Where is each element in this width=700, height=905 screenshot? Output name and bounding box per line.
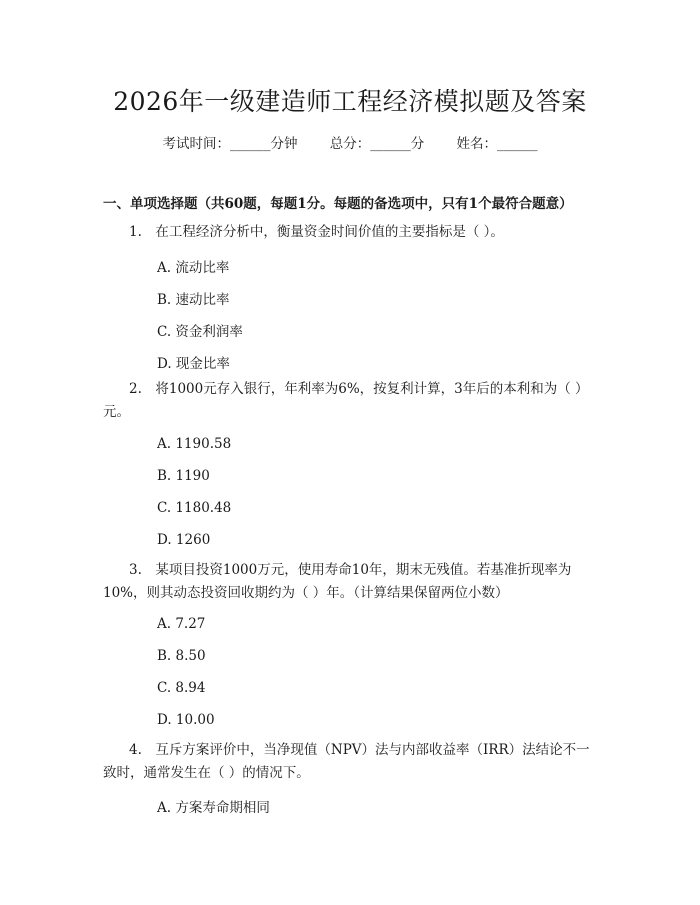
document-title: 2026年一级建造师工程经济模拟题及答案	[113, 87, 587, 116]
question-3-option-a: A. 7.27	[157, 616, 206, 632]
question-4-stem: 4. 互斥方案评价中，当净现值（NPV）法与内部收益率（IRR）法结论不一致时，通常发生在（ ）的情况下。	[103, 742, 590, 781]
question-3-option-d: D. 10.00	[157, 712, 215, 728]
question-1-option-c: C. 资金利润率	[157, 324, 243, 340]
question-3-option-b: B. 8.50	[157, 648, 206, 664]
question-3-option-c: C. 8.94	[157, 680, 206, 696]
question-1-option-b: B. 速动比率	[157, 292, 230, 308]
question-1-option-a: A. 流动比率	[157, 260, 230, 276]
exam-meta	[0, 132, 700, 152]
question-2-option-a: A. 1190.58	[157, 436, 232, 452]
exam-time-field: 考试时间：______分钟	[162, 136, 298, 152]
student-name-field: 姓名：______	[456, 136, 538, 152]
question-1-stem: 1. 在工程经济分析中，衡量资金时间价值的主要指标是（ ）。	[129, 224, 504, 240]
question-2-option-b: B. 1190	[157, 468, 210, 484]
question-2-stem: 2. 将1000元存入银行，年利率为6%，按复利计算，3年后的本利和为（ ）元。	[103, 381, 589, 420]
question-2-option-c: C. 1180.48	[157, 500, 232, 516]
total-score-field: 总分：______分	[329, 136, 425, 152]
question-2-option-d: D. 1260	[157, 532, 211, 548]
section-title: 一、单项选择题（共60题，每题1分。每题的备选项中，只有1个最符合题意）	[103, 196, 573, 212]
question-4-option-a: A. 方案寿命期相同	[157, 800, 270, 816]
question-1-option-d: D. 现金比率	[157, 356, 230, 372]
question-3-stem: 3. 某项目投资1000万元，使用寿命10年，期末无残值。若基准折现率为10%，则其动态投资回收期约为（ ）年。（计算结果保留两位小数）	[103, 562, 572, 601]
